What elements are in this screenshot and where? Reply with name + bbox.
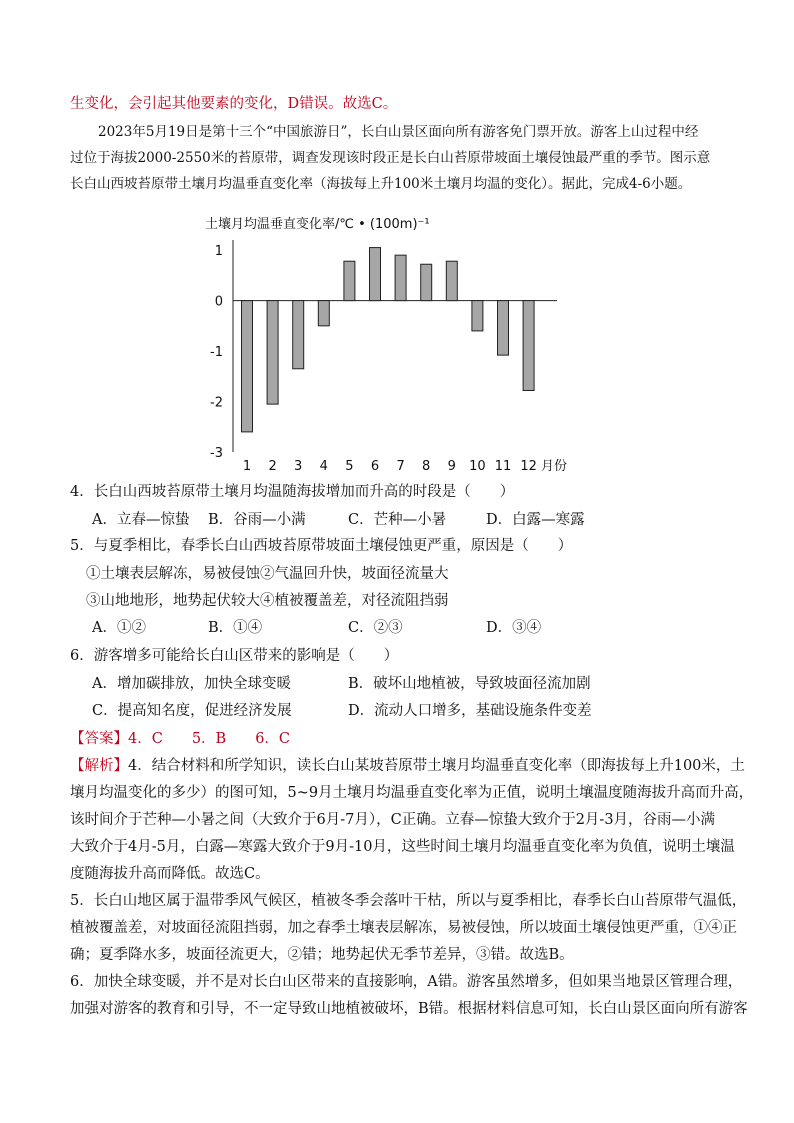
- y-tick-labels: [210, 244, 223, 461]
- x-tick-label: 6: [370, 459, 380, 474]
- question-5-stem: 5．与夏季相比，春季长白山西坡苔原带坡面土壤侵蚀更严重，原因是（ ）: [70, 538, 573, 554]
- analysis-line-1: [70, 756, 745, 776]
- question-6-option-b: B．破坏山地植被，导致坡面径流加剧: [348, 676, 591, 692]
- x-tick-label: 10: [469, 459, 486, 474]
- question-5-option-d: D．③④: [486, 620, 542, 636]
- soil-temperature-bar-chart: [195, 208, 585, 476]
- bars: [242, 248, 535, 432]
- bar-month-1: [242, 301, 253, 432]
- x-tick-label: 8: [422, 459, 431, 474]
- y-tick-label: -3: [210, 446, 223, 462]
- bar-month-2: [267, 301, 278, 405]
- question-5-option-a: A．①②: [92, 620, 146, 636]
- bar-month-3: [293, 301, 304, 369]
- question-6-stem: 6．游客增多可能给长白山区带来的影响是（ ）: [70, 648, 399, 664]
- x-tick-label: 7: [396, 459, 405, 474]
- analysis-line-6: 5．长白山地区属于温带季风气候区，植被冬季会落叶干枯，所以与夏季相比，春季长白山苔原带气温低，: [70, 893, 747, 909]
- y-tick-label: -2: [210, 395, 223, 411]
- answer-line: [70, 729, 290, 749]
- analysis-line-5: 度随海拔升高而降低。故选C。: [70, 866, 270, 882]
- bar-month-11: [498, 301, 509, 356]
- question-5-option-b: B．①④: [208, 620, 263, 636]
- bar-month-12: [523, 301, 534, 391]
- material-line-1: 2023年5月19日是第十三个“中国旅游日”，长白山景区面向所有游客免门票开放。游客上山过程中经: [98, 124, 699, 140]
- question-4-option-b: B．谷雨—小满: [208, 512, 306, 528]
- y-tick-label: -1: [210, 345, 223, 361]
- chart-title: 土壤月均温垂直变化率/℃ • (100m)⁻¹: [205, 217, 430, 232]
- question-4-option-c: C．芒种—小暑: [348, 512, 447, 528]
- analysis-line-8: 确；夏季降水多，坡面径流更大，②错；地势起伏无季节差异，③错。故选B。: [70, 947, 574, 963]
- x-tick-label: 1: [242, 459, 252, 474]
- bar-month-7: [395, 255, 406, 300]
- question-6-option-d: D．流动人口增多，基础设施条件变差: [348, 703, 592, 719]
- bar-month-4: [318, 301, 329, 326]
- question-4-option-a: A．立春—惊蛰: [92, 512, 190, 528]
- question-4-stem: 4．长白山西坡苔原带土壤月均温随海拔增加而升高的时段是（ ）: [70, 484, 515, 500]
- analysis-line-7: 植被覆盖差，对坡面径流阻挡弱，加之春季土壤表层解冻，易被侵蚀，所以坡面土壤侵蚀更严重，①④正: [70, 920, 737, 936]
- analysis-line-9: 6．加快全球变暖，并不是对长白山区带来的直接影响，A错。游客虽然增多，但如果当地景区管理合理，: [70, 974, 743, 990]
- question-5-option-c: C．②③: [348, 620, 403, 636]
- x-tick-label: 3: [294, 459, 303, 474]
- x-tick-label: 4: [319, 459, 328, 474]
- analysis-line-2: 壤月均温变化的多少）的图可知，5~9月土壤月均温垂直变化率为正值，说明土壤温度随海拔升高而升高，: [70, 785, 754, 801]
- analysis-line-10: 加强对游客的教育和引导，不一定导致山地植被破坏，B错。根据材料信息可知，长白山景区面向所有游客: [70, 1001, 748, 1017]
- x-tick-labels: [243, 459, 537, 474]
- question-5-statements-1: ①土壤表层解冻，易被侵蚀②气温回升快，坡面径流量大: [86, 566, 449, 582]
- material-line-2: 过位于海拔2000-2550米的苔原带，调查发现该时段正是长白山苔原带坡面土壤侵蚀最严重的季节。图示意: [70, 150, 711, 166]
- bar-month-5: [344, 261, 355, 300]
- bar-month-8: [421, 264, 432, 300]
- x-tick-label: 12: [520, 459, 537, 474]
- bar-month-10: [472, 301, 483, 331]
- material-line-3: 长白山西坡苔原带土壤月均温垂直变化率（海拔每上升100米土壤月均温的变化）。据此，完成4-6小题。: [70, 176, 692, 192]
- x-tick-label: 11: [494, 459, 512, 474]
- x-axis-label: 月份: [541, 459, 568, 474]
- question-6-option-c: C．提高知名度，促进经济发展: [92, 703, 292, 719]
- answer-text: 4．C 5．B 6．C: [128, 731, 291, 747]
- answer-label: 【答案】: [70, 731, 128, 747]
- question-4-option-d: D．白露—寒露: [486, 512, 585, 528]
- analysis-line-3: 该时间介于芒种—小暑之间（大致介于6月-7月），C正确。立春—惊蛰大致介于2月-3月，谷雨—小满: [70, 812, 716, 828]
- y-tick-label: 0: [214, 294, 223, 310]
- previous-answer-end: 生变化，会引起其他要素的变化，D错误。故选C。: [70, 96, 398, 112]
- analysis-label: 【解析】: [70, 758, 128, 774]
- x-tick-label: 5: [345, 459, 354, 474]
- x-tick-label: 2: [268, 459, 277, 474]
- bar-month-9: [446, 261, 457, 300]
- bar-month-6: [370, 248, 381, 301]
- analysis-line-4: 大致介于4月-5月，白露—寒露大致介于9月-10月，这些时间土壤月均温垂直变化率为负值，说明土壤温: [70, 839, 735, 855]
- question-6-option-a: A．增加碳排放，加快全球变暖: [92, 676, 291, 692]
- analysis-text-1: 4．结合材料和所学知识，读长白山某坡苔原带土壤月均温垂直变化率（即海拔每上升100米，土: [128, 758, 745, 774]
- y-tick-label: 1: [214, 244, 223, 260]
- x-tick-label: 9: [447, 459, 456, 474]
- question-5-statements-2: ③山地地形，地势起伏较大④植被覆盖差，对径流阻挡弱: [86, 593, 449, 609]
